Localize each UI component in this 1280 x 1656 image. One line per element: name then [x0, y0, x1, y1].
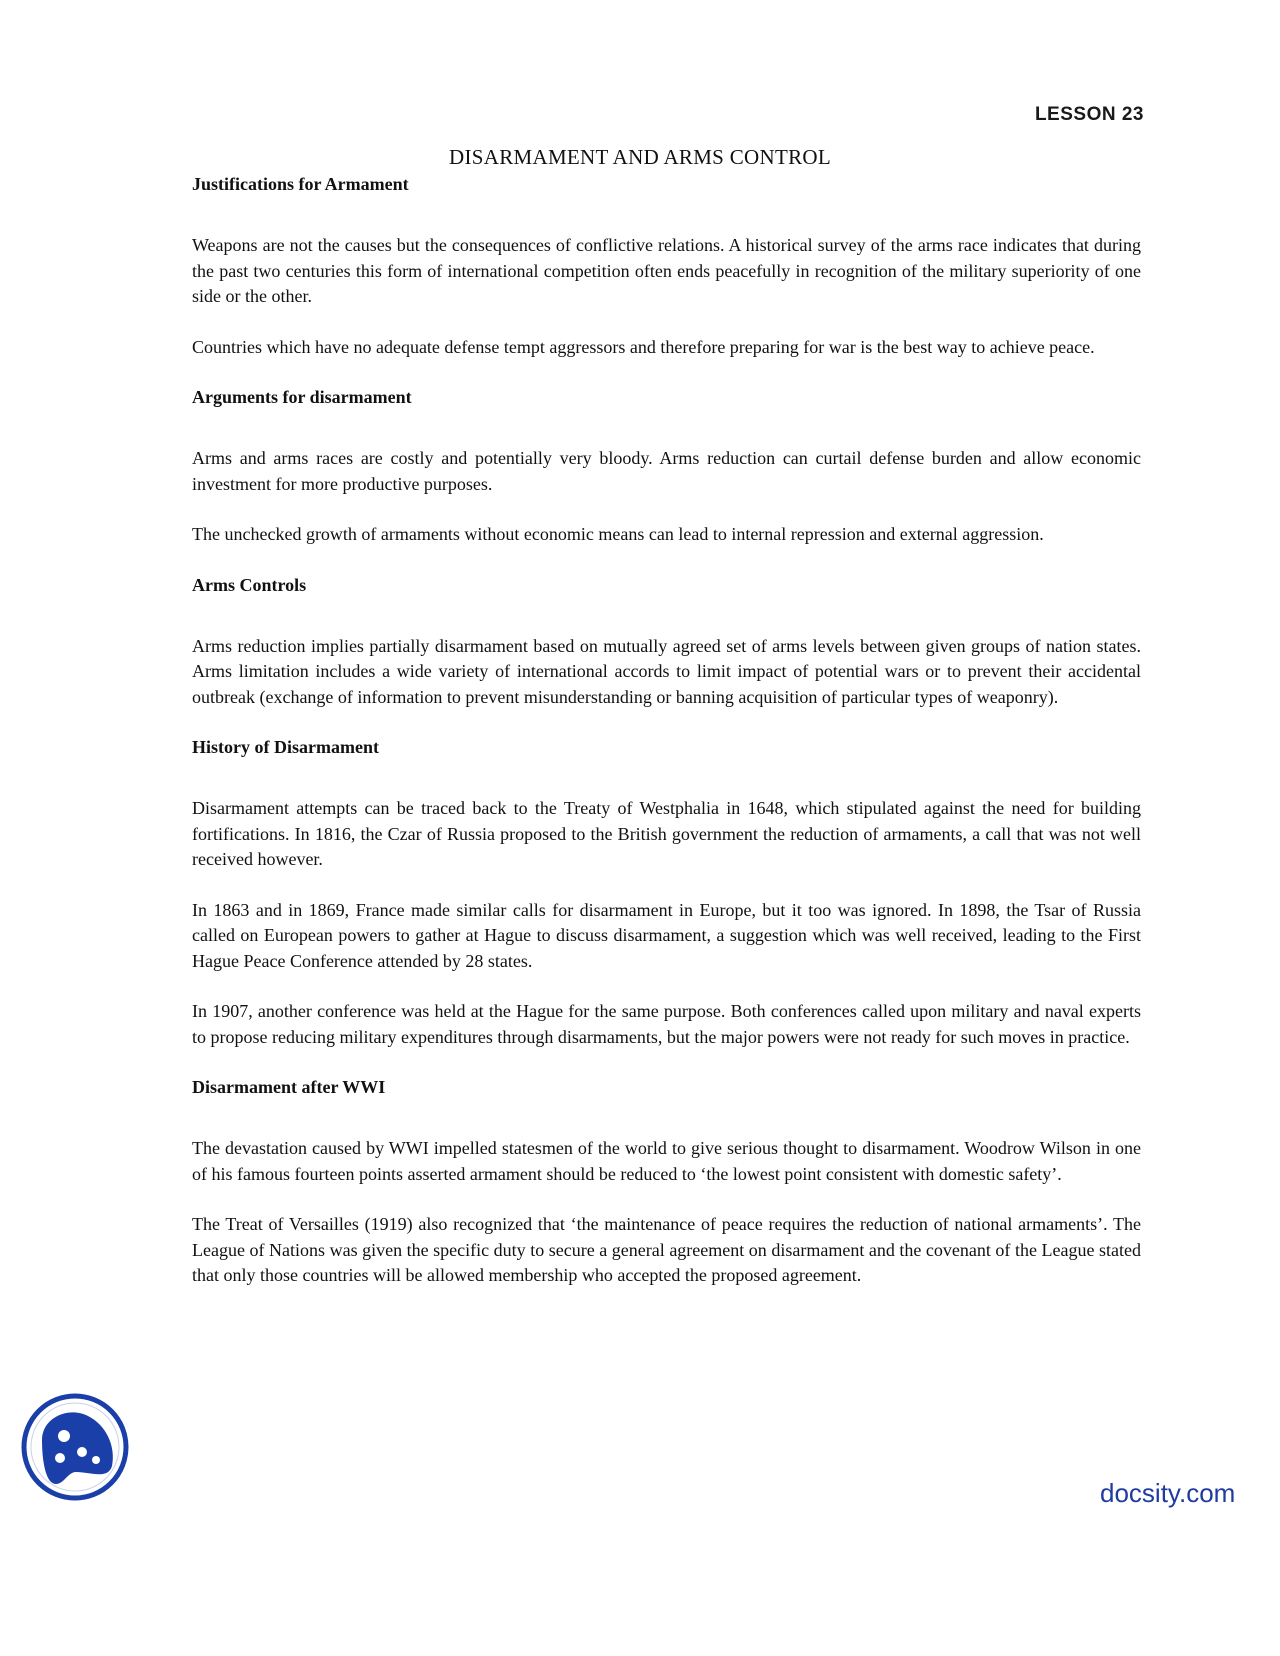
docsity-logo-icon[interactable] [20, 1392, 130, 1502]
section-after-wwi [192, 1075, 1141, 1289]
paragraph: Countries which have no adequate defense tempt aggressors and therefore preparing for war is the best way to achieve peace. [192, 336, 1095, 357]
section-heading: Arms Controls [192, 574, 307, 595]
paragraph: Disarmament attempts can be traced back to the Treaty of Westphalia in 1648, which stipulated against the need for building fortifications. In 1816, the Czar of Russia proposed to the British government the reduction of armaments, a call that was not well received however. [192, 798, 1141, 869]
document-title: DISARMAMENT AND ARMS CONTROL [449, 145, 831, 169]
section-heading: Arguments for disarmament [192, 387, 412, 407]
paragraph: In 1907, another conference was held at the Hague for the same purpose. Both conferences called upon military and naval experts to propose reducing military expenditures through disarmaments, but the major powers were not ready for such moves in practice. [192, 1001, 1141, 1047]
section-heading: Disarmament after WWI [192, 1077, 386, 1097]
section-history [192, 735, 1141, 1075]
paragraph: Arms and arms races are costly and potentially very bloody. Arms reduction can curtail defense burden and allow economic investment for more productive purposes. [192, 448, 1141, 494]
document-body [192, 172, 1141, 1289]
paragraph: In 1863 and in 1869, France made similar calls for disarmament in Europe, but it too was ignored. In 1898, the Tsar of Russia called on European powers to gather at Hague to discuss disarmament, a suggestion which was well received, leading to the First Hague Peace Conference attended by 28 states. [192, 899, 1141, 971]
paragraph: Arms reduction implies partially disarmament based on mutually agreed set of arms levels between given groups of nation states. Arms limitation includes a wide variety of international accords to limit impact of potential wars or to prevent their accidental outbreak (exchange of information to prevent misunderstanding or banning acquisition of particular types of weaponry). [192, 635, 1141, 707]
docsity-link[interactable]: docsity.com [1100, 1478, 1236, 1508]
section-justifications [192, 172, 1141, 385]
section-arguments [192, 385, 1141, 573]
section-heading: Justifications for Armament [192, 174, 409, 194]
paragraph: The Treat of Versailles (1919) also recognized that ‘the maintenance of peace requires the reduction of national armaments’. The League of Nations was given the specific duty to secure a general agreement on disarmament and the covenant of the League stated that only those countries will be allowed membership who accepted the proposed agreement. [192, 1214, 1141, 1285]
lesson-label: LESSON 23 [1034, 104, 1144, 125]
section-arms-controls [192, 573, 1141, 736]
paragraph: The devastation caused by WWI impelled statesmen of the world to give serious thought to disarmament. Woodrow Wilson in one of his famous fourteen points asserted armament should be reduced to ‘the lowest point consistent with domestic safety’. [192, 1138, 1141, 1184]
section-heading: History of Disarmament [192, 737, 379, 757]
paragraph: Weapons are not the causes but the consequences of conflictive relations. A historical survey of the arms race indicates that during the past two centuries this form of international competition often ends peacefully in recognition of the military superiority of one side or the other. [192, 235, 1141, 306]
docsity-logo-graphic [20, 1392, 130, 1502]
paragraph: The unchecked growth of armaments without economic means can lead to internal repression and external aggression. [192, 524, 1044, 544]
